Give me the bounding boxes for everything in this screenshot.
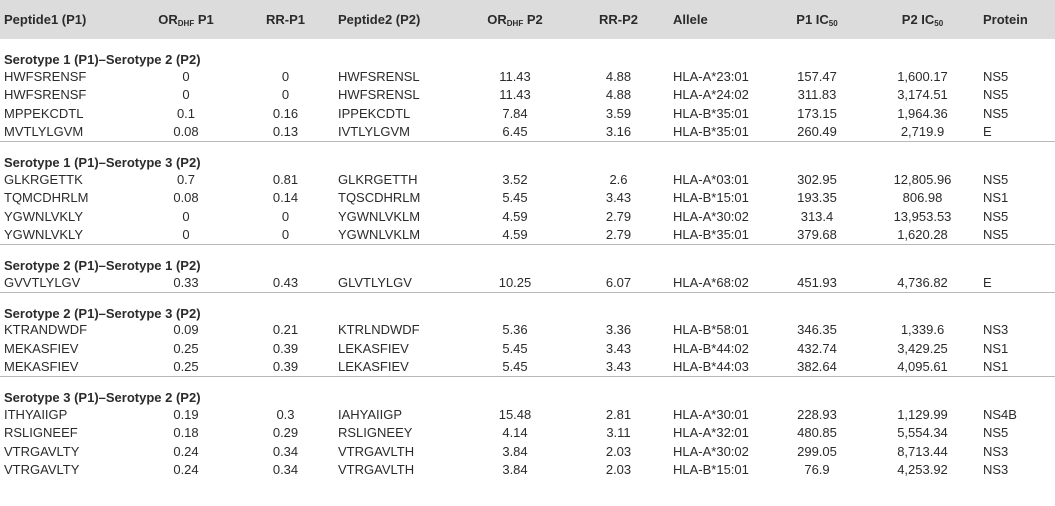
- peptide1-cell: GVVTLYLGV: [4, 274, 81, 290]
- group-header-row: [0, 39, 1055, 67]
- peptide2-cell: GLKRGETTH: [338, 171, 418, 187]
- or-p2-cell: 5.45: [502, 190, 528, 206]
- peptide2-cell: VTRGAVLTH: [338, 443, 415, 459]
- p2-ic50-cell: 806.98: [902, 190, 943, 206]
- header-row: [0, 0, 1055, 39]
- rr-p1-cell: 0: [281, 208, 290, 224]
- peptide2-cell: KTRLNDWDF: [338, 322, 420, 338]
- allele-cell: HLA-B*35:01: [673, 124, 749, 140]
- or-p2-cell: 4.14: [502, 425, 528, 441]
- p2-ic50-cell: 1,129.99: [897, 406, 948, 422]
- p1-ic50-cell: 313.4: [800, 208, 834, 224]
- peptide2-cell: IVTLYLGVM: [338, 124, 411, 140]
- group-header-row: [0, 245, 1055, 274]
- header-rr-p1: RR-P1: [265, 12, 305, 27]
- allele-cell: HLA-A*03:01: [673, 171, 749, 187]
- p2-ic50-cell: 8,713.44: [897, 443, 948, 459]
- or-p1-cell: 0.18: [173, 425, 199, 441]
- p1-ic50-cell: 311.83: [797, 87, 837, 103]
- or-p2-cell: 5.45: [502, 340, 528, 356]
- table-row: [0, 207, 1055, 226]
- or-p1-cell: 0.19: [173, 406, 199, 422]
- protein-cell: NS5: [983, 208, 1009, 224]
- protein-cell: NS1: [983, 190, 1009, 206]
- or-p1-cell: 0: [182, 87, 190, 103]
- p2-ic50-cell: 4,095.61: [897, 359, 948, 375]
- header-or-p1: $OR_{DHF}$ P1: [158, 11, 214, 28]
- rr-p2-cell: 2.03: [605, 462, 632, 478]
- rr-p2-cell: 3.43: [605, 340, 632, 356]
- rr-p2-cell: 2.81: [605, 406, 632, 422]
- protein-cell: NS1: [983, 340, 1009, 356]
- rr-p1-cell: 0: [281, 87, 290, 103]
- table-row: [0, 424, 1055, 443]
- rr-p1-cell: 0: [281, 68, 290, 84]
- rr-p1-cell: 0.21: [272, 322, 299, 338]
- header-protein: Protein: [983, 12, 1028, 27]
- rr-p1-cell: 0.39: [272, 340, 299, 356]
- or-p1-cell: 0.7: [176, 171, 196, 187]
- allele-cell: HLA-A*24:02: [673, 87, 749, 103]
- p1-ic50-cell: 76.9: [804, 462, 830, 478]
- peptide2-cell: VTRGAVLTH: [338, 462, 415, 478]
- table-row: [0, 189, 1055, 208]
- protein-cell: NS3: [983, 443, 1009, 459]
- table-row: [0, 86, 1055, 105]
- header-p2-ic50: P2 $IC_{50}$: [901, 11, 944, 28]
- header-rr-p2: RR-P2: [598, 12, 638, 27]
- peptide1-cell: RSLIGNEEF: [4, 425, 78, 441]
- or-p2-cell: 3.84: [502, 443, 528, 459]
- table-row: [0, 104, 1055, 123]
- p2-ic50-cell: 5,554.34: [897, 425, 948, 441]
- rr-p2-cell: 2.79: [605, 227, 632, 243]
- protein-cell: NS5: [983, 68, 1009, 84]
- rr-p2-cell: 3.11: [606, 425, 631, 441]
- group-title: Serotype 2 (P1)–Serotype 1 (P2): [0, 245, 1055, 274]
- p1-ic50-cell: 157.47: [797, 68, 837, 84]
- peptide1-cell: KTRANDWDF: [4, 322, 88, 338]
- or-p1-cell: 0.08: [173, 190, 199, 206]
- p2-ic50-cell: 1,620.28: [897, 227, 948, 243]
- peptide2-cell: YGWNLVKLM: [338, 227, 421, 243]
- rr-p1-cell: 0.39: [272, 359, 299, 375]
- p1-ic50-cell: 173.15: [797, 105, 837, 121]
- allele-cell: HLA-A*32:01: [673, 425, 749, 441]
- allele-cell: HLA-B*35:01: [673, 227, 749, 243]
- or-p1-cell: 0.09: [173, 322, 199, 338]
- peptide1-cell: MEKASFIEV: [4, 359, 79, 375]
- p2-ic50-cell: 4,736.82: [897, 274, 948, 290]
- rr-p1-cell: 0.43: [272, 274, 299, 290]
- peptide1-cell: TQMCDHRLM: [4, 190, 89, 206]
- peptide1-cell: VTRGAVLTY: [4, 443, 80, 459]
- protein-cell: E: [983, 124, 992, 140]
- peptide2-cell: LEKASFIEV: [338, 340, 409, 356]
- peptide2-cell: HWFSRENSL: [338, 68, 420, 84]
- allele-cell: HLA-B*44:02: [673, 340, 749, 356]
- allele-cell: HLA-A*23:01: [673, 68, 749, 84]
- header-allele: Allele: [673, 12, 708, 27]
- table-header: [0, 0, 1055, 39]
- protein-cell: NS1: [983, 359, 1009, 375]
- p1-ic50-cell: 432.74: [797, 340, 837, 356]
- p2-ic50-cell: 12,805.96: [893, 171, 952, 187]
- or-p1-cell: 0: [182, 68, 190, 84]
- allele-cell: HLA-B*15:01: [673, 190, 749, 206]
- or-p2-cell: 11.43: [499, 68, 531, 84]
- peptide1-cell: ITHYAIIGP: [4, 406, 68, 422]
- p2-ic50-cell: 13,953.53: [893, 208, 952, 224]
- rr-p1-cell: 0.13: [272, 124, 299, 140]
- allele-cell: HLA-A*30:02: [673, 443, 749, 459]
- or-p1-cell: 0.25: [173, 340, 199, 356]
- p1-ic50-cell: 260.49: [797, 124, 837, 140]
- rr-p2-cell: 3.36: [605, 322, 632, 338]
- protein-cell: E: [983, 274, 992, 290]
- protein-cell: NS5: [983, 171, 1009, 187]
- rr-p1-cell: 0.34: [272, 462, 299, 478]
- group-header-row: [0, 377, 1055, 406]
- peptide2-cell: IAHYAIIGP: [338, 406, 403, 422]
- peptide1-cell: HWFSRENSF: [4, 87, 87, 103]
- p2-ic50-cell: 3,174.51: [897, 87, 948, 103]
- or-p2-cell: 4.59: [502, 208, 528, 224]
- peptide2-cell: RSLIGNEEY: [338, 425, 413, 441]
- allele-cell: HLA-A*30:01: [673, 406, 749, 422]
- p2-ic50-cell: 4,253.92: [897, 462, 948, 478]
- or-p2-cell: 11.43: [499, 87, 531, 103]
- peptide1-cell: YGWNLVKLY: [4, 208, 83, 224]
- rr-p1-cell: 0.81: [272, 171, 299, 187]
- header-or-p2: $OR_{DHF}$ P2: [487, 11, 543, 28]
- or-p2-cell: 4.59: [502, 227, 528, 243]
- or-p1-cell: 0.24: [173, 443, 199, 459]
- or-p2-cell: 6.45: [502, 124, 528, 140]
- peptide2-cell: YGWNLVKLM: [338, 208, 421, 224]
- peptide1-cell: MEKASFIEV: [4, 340, 79, 356]
- protein-cell: NS5: [983, 227, 1009, 243]
- p2-ic50-cell: 1,600.17: [897, 68, 948, 84]
- or-p2-cell: 15.48: [498, 406, 532, 422]
- allele-cell: HLA-B*44:03: [673, 359, 749, 375]
- p1-ic50-cell: 379.68: [797, 227, 837, 243]
- protein-cell: NS3: [983, 322, 1009, 338]
- rr-p1-cell: 0.3: [276, 406, 295, 422]
- table-row: [0, 321, 1055, 340]
- protein-cell: NS3: [983, 462, 1009, 478]
- allele-cell: HLA-B*58:01: [673, 322, 749, 338]
- table-row: [0, 358, 1055, 377]
- or-p1-cell: 0.08: [173, 124, 199, 140]
- or-p1-cell: 0.33: [173, 274, 199, 290]
- header-peptide2: Peptide2 (P2): [338, 12, 421, 27]
- rr-p2-cell: 6.07: [605, 274, 632, 290]
- allele-cell: HLA-B*15:01: [673, 462, 749, 478]
- table-row: [0, 442, 1055, 461]
- or-p1-cell: 0.1: [176, 105, 196, 121]
- p2-ic50-cell: 1,964.36: [897, 105, 948, 121]
- p1-ic50-cell: 451.93: [797, 274, 837, 290]
- peptide1-cell: YGWNLVKLY: [4, 227, 83, 243]
- rr-p1-cell: 0.14: [272, 190, 299, 206]
- peptide1-cell: GLKRGETTK: [4, 171, 83, 187]
- rr-p1-cell: 0: [281, 227, 290, 243]
- or-p2-cell: 5.36: [502, 322, 528, 338]
- table-row: [0, 461, 1055, 480]
- peptide2-cell: TQSCDHRLM: [338, 190, 421, 206]
- table-body: [0, 39, 1055, 479]
- table-row: [0, 123, 1055, 142]
- rr-p2-cell: 2.79: [605, 208, 632, 224]
- rr-p2-cell: 4.88: [605, 68, 632, 84]
- or-p1-cell: 0.25: [173, 359, 199, 375]
- group-header-row: [0, 142, 1055, 171]
- rr-p2-cell: 2.03: [605, 443, 632, 459]
- rr-p1-cell: 0.34: [272, 443, 299, 459]
- header-peptide1: Peptide1 (P1): [4, 12, 87, 27]
- p2-ic50-cell: 2,719.9: [900, 124, 945, 140]
- rr-p2-cell: 4.88: [605, 87, 632, 103]
- p1-ic50-cell: 346.35: [797, 322, 837, 338]
- group-title: Serotype 3 (P1)–Serotype 2 (P2): [0, 377, 1055, 406]
- p1-ic50-cell: 302.95: [797, 171, 837, 187]
- peptide1-cell: MVTLYLGVM: [4, 124, 84, 140]
- p1-ic50-cell: 480.85: [797, 425, 837, 441]
- protein-cell: NS4B: [983, 406, 1017, 422]
- or-p1-cell: 0: [182, 208, 190, 224]
- rr-p2-cell: 3.16: [605, 124, 632, 140]
- protein-cell: NS5: [983, 105, 1009, 121]
- group-title: Serotype 2 (P1)–Serotype 3 (P2): [0, 292, 1055, 321]
- peptide1-cell: HWFSRENSF: [4, 68, 87, 84]
- p2-ic50-cell: 3,429.25: [897, 340, 948, 356]
- p1-ic50-cell: 193.35: [797, 190, 837, 206]
- rr-p1-cell: 0.16: [272, 105, 299, 121]
- table-row: [0, 226, 1055, 245]
- peptide2-cell: LEKASFIEV: [338, 359, 409, 375]
- protein-cell: NS5: [983, 87, 1009, 103]
- table-row: [0, 67, 1055, 86]
- rr-p1-cell: 0.29: [272, 425, 299, 441]
- or-p2-cell: 3.52: [502, 171, 528, 187]
- rr-p2-cell: 2.6: [609, 171, 628, 187]
- peptide1-cell: MPPEKCDTL: [4, 105, 84, 121]
- or-p2-cell: 5.45: [502, 359, 528, 375]
- p1-ic50-cell: 228.93: [797, 406, 837, 422]
- peptide2-cell: HWFSRENSL: [338, 87, 420, 103]
- p1-ic50-cell: 382.64: [797, 359, 837, 375]
- allele-cell: HLA-A*30:02: [673, 208, 749, 224]
- table-row: [0, 339, 1055, 358]
- protein-cell: NS5: [983, 425, 1009, 441]
- table-row: [0, 170, 1055, 189]
- group-header-row: [0, 292, 1055, 321]
- rr-p2-cell: 3.43: [605, 359, 632, 375]
- table-row: [0, 273, 1055, 292]
- or-p2-cell: 7.84: [502, 105, 528, 121]
- peptide2-cell: GLVTLYLGV: [338, 274, 412, 290]
- or-p2-cell: 10.25: [498, 274, 532, 290]
- allele-cell: HLA-B*35:01: [673, 105, 749, 121]
- allele-cell: HLA-A*68:02: [673, 274, 749, 290]
- or-p2-cell: 3.84: [502, 462, 528, 478]
- or-p1-cell: 0: [182, 227, 190, 243]
- p1-ic50-cell: 299.05: [797, 443, 837, 459]
- rr-p2-cell: 3.59: [605, 105, 632, 121]
- rr-p2-cell: 3.43: [605, 190, 632, 206]
- table-row: [0, 405, 1055, 424]
- or-p1-cell: 0.24: [173, 462, 199, 478]
- group-title: Serotype 1 (P1)–Serotype 3 (P2): [0, 142, 1055, 171]
- peptide1-cell: VTRGAVLTY: [4, 462, 80, 478]
- p2-ic50-cell: 1,339.6: [900, 322, 945, 338]
- group-title: Serotype 1 (P1)–Serotype 2 (P2): [4, 52, 201, 67]
- header-p1-ic50: P1 $IC_{50}$: [796, 11, 838, 28]
- peptide2-cell: IPPEKCDTL: [338, 105, 411, 121]
